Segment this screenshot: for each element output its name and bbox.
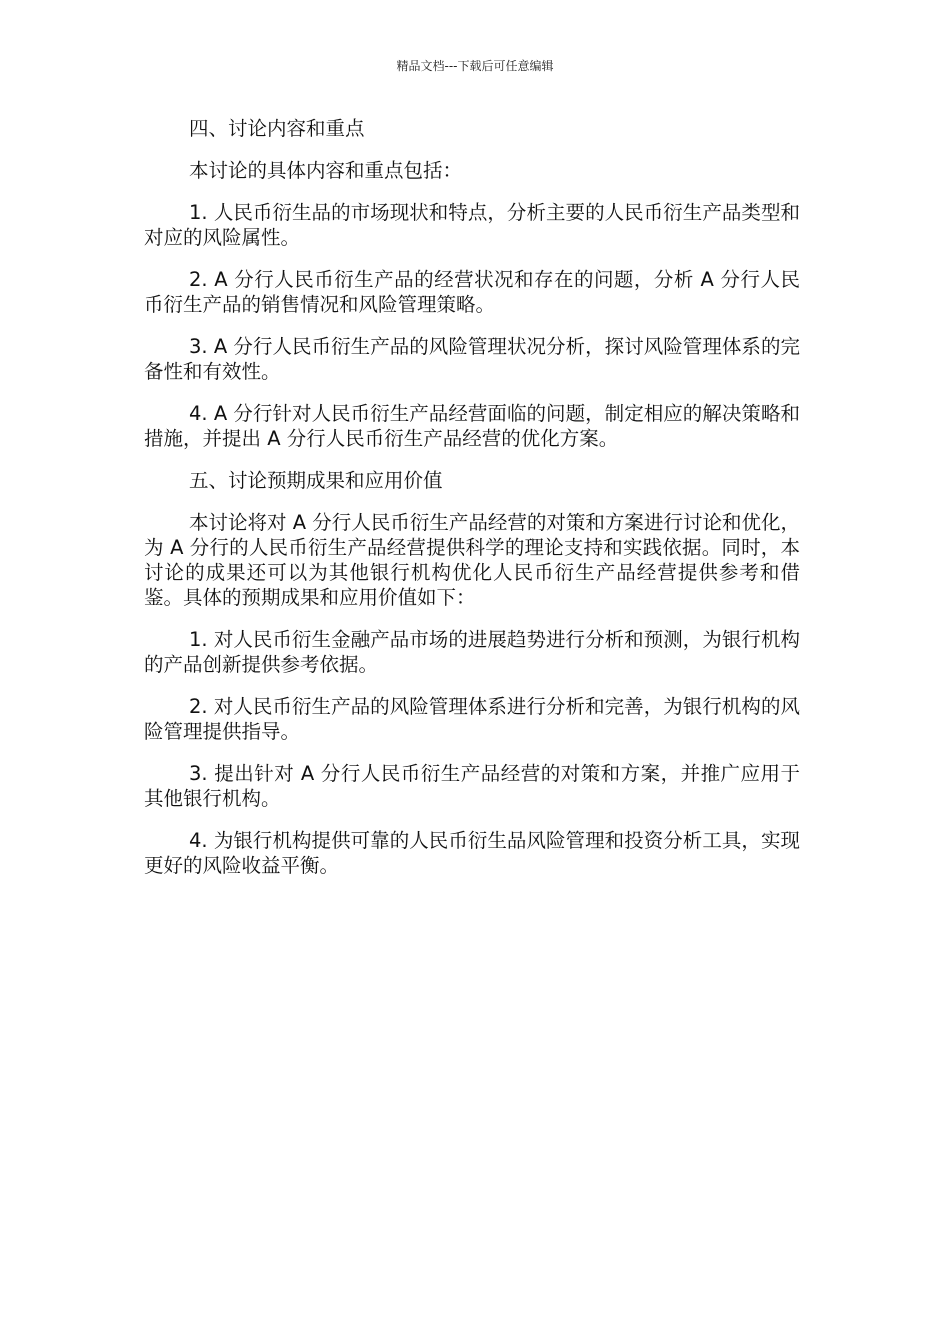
section-5-item-3: 3. 提出针对 A 分行人民币衍生产品经营的对策和方案，并推广应用于其他银行机构。: [144, 762, 800, 810]
section-5-item-2: 2. 对人民币衍生产品的风险管理体系进行分析和完善，为银行机构的风险管理提供指导。: [144, 695, 800, 743]
section-5-intro: 本讨论将对 A 分行人民币衍生产品经营的对策和方案进行讨论和优化，为 A 分行的人民币衍生产品经营提供科学的理论支持和实践依据。同时，本讨论的成果还可以为其他银行机构优化人民币衍生产品经营提供参考和借鉴。具体的预期成果和应用价值如下：: [144, 511, 800, 609]
section-4-intro: 本讨论的具体内容和重点包括：: [189, 159, 463, 182]
document-body: [144, 116, 800, 895]
section-4-heading: 四、讨论内容和重点: [189, 117, 365, 140]
page-header: 精品文档---下载后可任意编辑: [396, 59, 554, 73]
section-4-item-4: 4. A 分行针对人民币衍生产品经营面临的问题，制定相应的解决策略和措施，并提出 A 分行人民币衍生产品经营的优化方案。: [144, 402, 800, 450]
section-5-item-1: 1. 对人民币衍生金融产品市场的进展趋势进行分析和预测，为银行机构的产品创新提供参考依据。: [144, 628, 800, 676]
section-5-item-4: 4. 为银行机构提供可靠的人民币衍生品风险管理和投资分析工具，实现更好的风险收益平衡。: [144, 829, 800, 877]
section-5-heading: 五、讨论预期成果和应用价值: [189, 469, 443, 492]
section-4-item-1: 1. 人民币衍生品的市场现状和特点，分析主要的人民币衍生产品类型和对应的风险属性。: [144, 201, 800, 249]
section-4-item-2: 2. A 分行人民币衍生产品的经营状况和存在的问题，分析 A 分行人民币衍生产品的销售情况和风险管理策略。: [144, 268, 800, 316]
section-4-item-3: 3. A 分行人民币衍生产品的风险管理状况分析，探讨风险管理体系的完备性和有效性。: [144, 335, 800, 383]
